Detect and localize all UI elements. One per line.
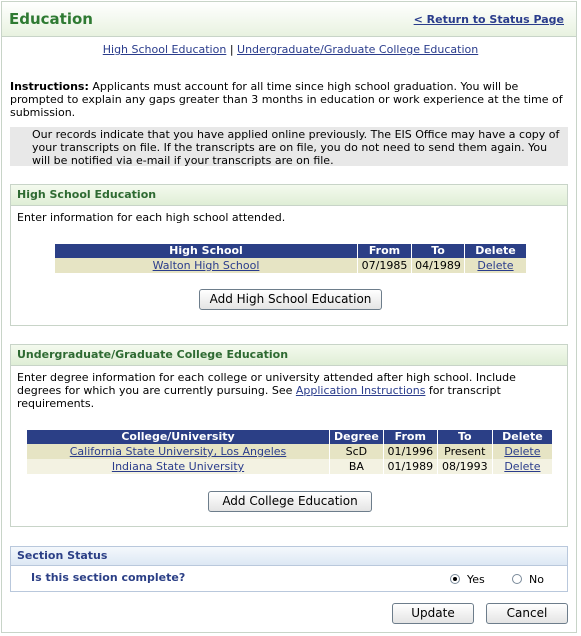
nav-college-link[interactable]: Undergraduate/Graduate College Education — [237, 43, 479, 56]
degree-cell: BA — [330, 459, 384, 474]
add-high-school-button[interactable]: Add High School Education — [199, 289, 382, 310]
no-radio[interactable] — [512, 574, 522, 584]
degree-cell: ScD — [330, 444, 384, 459]
college-description-text-end: for transcript requirements. — [17, 384, 501, 410]
to-date-cell: 04/1989 — [412, 258, 465, 273]
column-header: Delete — [492, 430, 552, 444]
high-school-name-cell — [55, 258, 358, 273]
to-date-cell: 08/1993 — [437, 459, 492, 474]
college-section — [10, 344, 568, 527]
college-name-link[interactable]: California State University, Los Angeles — [69, 445, 287, 458]
college-table-header — [27, 430, 552, 444]
delete-cell — [492, 459, 552, 474]
delete-cell — [465, 258, 527, 273]
column-header: To — [437, 430, 492, 444]
high-school-description: Enter information for each high school attended. — [17, 211, 286, 224]
column-header: From — [358, 244, 412, 258]
college-description-text: Enter degree information for each college or university attended after high school. Include degrees for which you are currently pursuing. See — [17, 371, 516, 397]
table-row — [27, 444, 552, 459]
transcript-notice: Our records indicate that you have applied online previously. The EIS Office may have a copy of your transcripts on file. If the transcripts are on file, you do not need to send them again. You will be notified via e-mail if your transcripts are on file. — [10, 127, 568, 166]
from-date-cell: 01/1996 — [383, 444, 437, 459]
college-table — [27, 430, 552, 474]
nav-high-school-link[interactable]: High School Education — [102, 43, 227, 56]
table-row — [55, 258, 526, 273]
high-school-table-header — [55, 244, 526, 258]
column-header: From — [383, 430, 437, 444]
nav-separator: | — [229, 43, 234, 56]
delete-link[interactable]: Delete — [504, 445, 541, 458]
column-header: To — [412, 244, 465, 258]
instructions-text: Applicants must account for all time since high school graduation. You will be prompted to explain any gaps greater than 3 months in education or work experience at the time of submission. — [10, 80, 563, 119]
high-school-table — [55, 244, 526, 273]
from-date-cell: 01/1989 — [383, 459, 437, 474]
college-name-cell — [27, 459, 330, 474]
application-instructions-link[interactable]: Application Instructions — [295, 384, 426, 397]
page-title: Education — [9, 10, 93, 28]
college-name-cell — [27, 444, 330, 459]
from-date-cell: 07/1985 — [358, 258, 412, 273]
return-to-status-link[interactable]: < Return to Status Page — [413, 13, 564, 26]
yes-radio[interactable] — [450, 574, 460, 584]
yes-label: Yes — [467, 573, 485, 586]
high-school-name-link[interactable]: Walton High School — [152, 259, 260, 272]
section-nav — [0, 43, 581, 56]
column-header: Delete — [465, 244, 527, 258]
table-row — [27, 459, 552, 474]
delete-cell — [492, 444, 552, 459]
college-description — [17, 371, 557, 410]
instructions-label: Instructions: — [10, 80, 89, 93]
update-button[interactable]: Update — [392, 603, 474, 624]
no-label: No — [529, 573, 544, 586]
to-date-cell: Present — [437, 444, 492, 459]
column-header: High School — [55, 244, 358, 258]
page-header — [2, 2, 576, 37]
delete-link[interactable]: Delete — [477, 259, 514, 272]
high-school-section — [10, 184, 568, 326]
section-status-title: Section Status — [11, 547, 567, 566]
college-name-link[interactable]: Indiana State University — [111, 460, 245, 473]
delete-link[interactable]: Delete — [504, 460, 541, 473]
cancel-button[interactable]: Cancel — [486, 603, 568, 624]
section-complete-question: Is this section complete? — [31, 571, 186, 584]
section-status — [10, 546, 568, 592]
add-college-button[interactable]: Add College Education — [208, 491, 372, 512]
college-section-title: Undergraduate/Graduate College Education — [11, 345, 567, 366]
column-header: Degree — [330, 430, 384, 444]
high-school-section-title: High School Education — [11, 185, 567, 206]
instructions — [10, 80, 570, 119]
column-header: College/University — [27, 430, 330, 444]
